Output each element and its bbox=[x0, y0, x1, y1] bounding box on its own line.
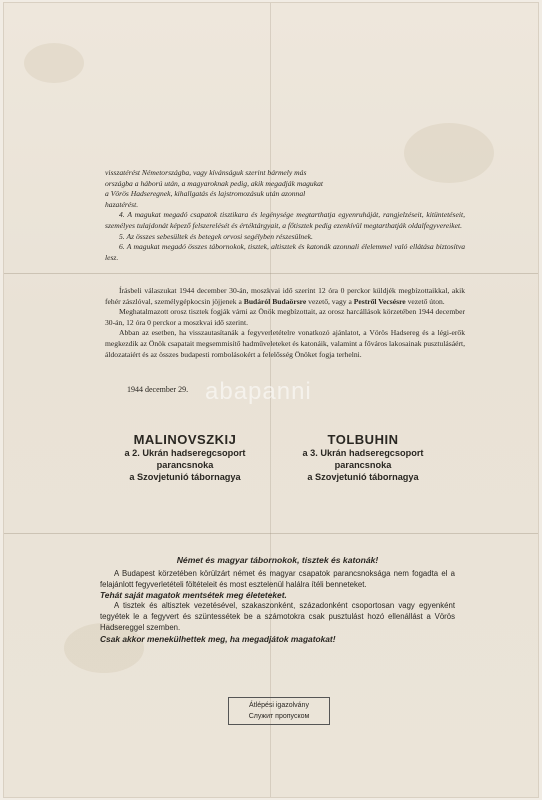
signature-name: MALINOVSZKIJ bbox=[133, 432, 237, 447]
paragraph-4: 4. A magukat megadó csapatok tisztikara és legénysége megtarthatja egyenruháját, rangjelzéseit, kitüntetéseit, személyes tulajdonát képező felszerelését és értéktárgyait, a főtisztek pedig ezenkívül megtarthatják oldalfegyvereiket. bbox=[105, 210, 465, 230]
route-vecses: Pestről Vecsésre bbox=[353, 296, 406, 306]
text-line: hazatérést. bbox=[105, 199, 139, 209]
signature-title: parancsnoka bbox=[156, 460, 214, 470]
main-text-block bbox=[105, 286, 465, 360]
text-line: országba a háború után, a magyaroknak pedig, akik megadják magukat bbox=[105, 178, 324, 188]
signature-title: a Szovjetunió tábornagya bbox=[129, 472, 241, 482]
emphasis-surrender: Csak akkor menekülhettek meg, ha megadjátok magatokat! bbox=[100, 633, 336, 644]
signature-name: TOLBUHIN bbox=[327, 432, 399, 447]
paragraph-5: 5. Az összes sebesültek és betegek orvosi segélyben részesülnek. bbox=[119, 231, 313, 241]
lower-text-block bbox=[100, 555, 455, 644]
signature-malinovszkij bbox=[100, 432, 270, 483]
signature-title: a Szovjetunió tábornagya bbox=[307, 472, 419, 482]
route-budaors: Budáról Budaörsre bbox=[243, 296, 307, 306]
text-line: visszatérést Németországba, vagy kívánságuk szerint bármely más bbox=[105, 168, 307, 177]
pass-stamp-box bbox=[228, 697, 330, 725]
signature-title: parancsnoka bbox=[334, 460, 392, 470]
top-text-block bbox=[105, 168, 465, 263]
text-line: a Vörös Hadseregnek, kihallgatás és lajstromozásuk után azonnal bbox=[105, 189, 306, 199]
date-line: 1944 december 29. bbox=[127, 385, 189, 394]
signature-tolbuhin bbox=[278, 432, 448, 483]
surrender-paragraph: A tisztek és altisztek vezetésével, szakaszonként, századonként csoportosan vagy egyenként tegyétek le a fegyvert és szüntessétek be a számotokra csak pusztulást hozó ellenállást a Vörös Hadsereggel szemben. bbox=[100, 601, 455, 632]
reply-paragraph: Írásbeli válaszukat 1944 december 30-án, moszkvai idő szerint 12 óra 0 perckor küldjék megbízottaikkal, akik fehér zászlóval, személygépkocsin jöjjenek a Budáról Budaörsre vezető, vagy a Pestről Vecsésre vezető úton. bbox=[105, 286, 465, 306]
emphasis-save-lives: Tehát saját magatok mentsétek meg életeteket. bbox=[100, 590, 287, 601]
signature-title: a 2. Ukrán hadseregcsoport bbox=[124, 448, 246, 458]
officers-paragraph: Meghatalmazott orosz tisztek fogják várni az Önök megbízottait, az orosz harcállások körzetében 1944 december 30-án, 12 óra 0 perckor a moszkvai idő szerint. bbox=[105, 307, 465, 327]
paragraph-6: 6. A magukat megadó összes tábornokok, tisztek, altisztek és katonák azonnali élelemmel való ellátása biztosítva lesz. bbox=[105, 242, 465, 262]
watermark: abapanni bbox=[205, 378, 312, 405]
appeal-heading: Német és magyar tábornokok, tisztek és katonák! bbox=[176, 555, 379, 565]
stamp-russian: Служит пропуском bbox=[248, 713, 310, 720]
stamp-hungarian: Átlépési igazolvány bbox=[249, 702, 309, 709]
signature-title: a 3. Ukrán hadseregcsoport bbox=[302, 448, 424, 458]
refusal-paragraph: Abban az esetben, ha visszautasítanák a fegyverletételre vonatkozó ajánlatot, a Vörös Hadsereg és a légi-erők megkezdik az Önök csapatait megsemmisítő hadműveleteket és katonáik, valamint a főváros lakosainak pusztulásáért, áldozataiért és az összes budapesti rombolásokért a felelősség Önöket fogja terhelni. bbox=[105, 328, 465, 359]
encircled-paragraph: A Budapest körzetében körülzárt német és magyar csapatok parancsnoksága nem fogadta el a felajánlott fegyverletételi föltételeit és most esztelenül halálra ítéli benneteket. bbox=[100, 568, 455, 589]
